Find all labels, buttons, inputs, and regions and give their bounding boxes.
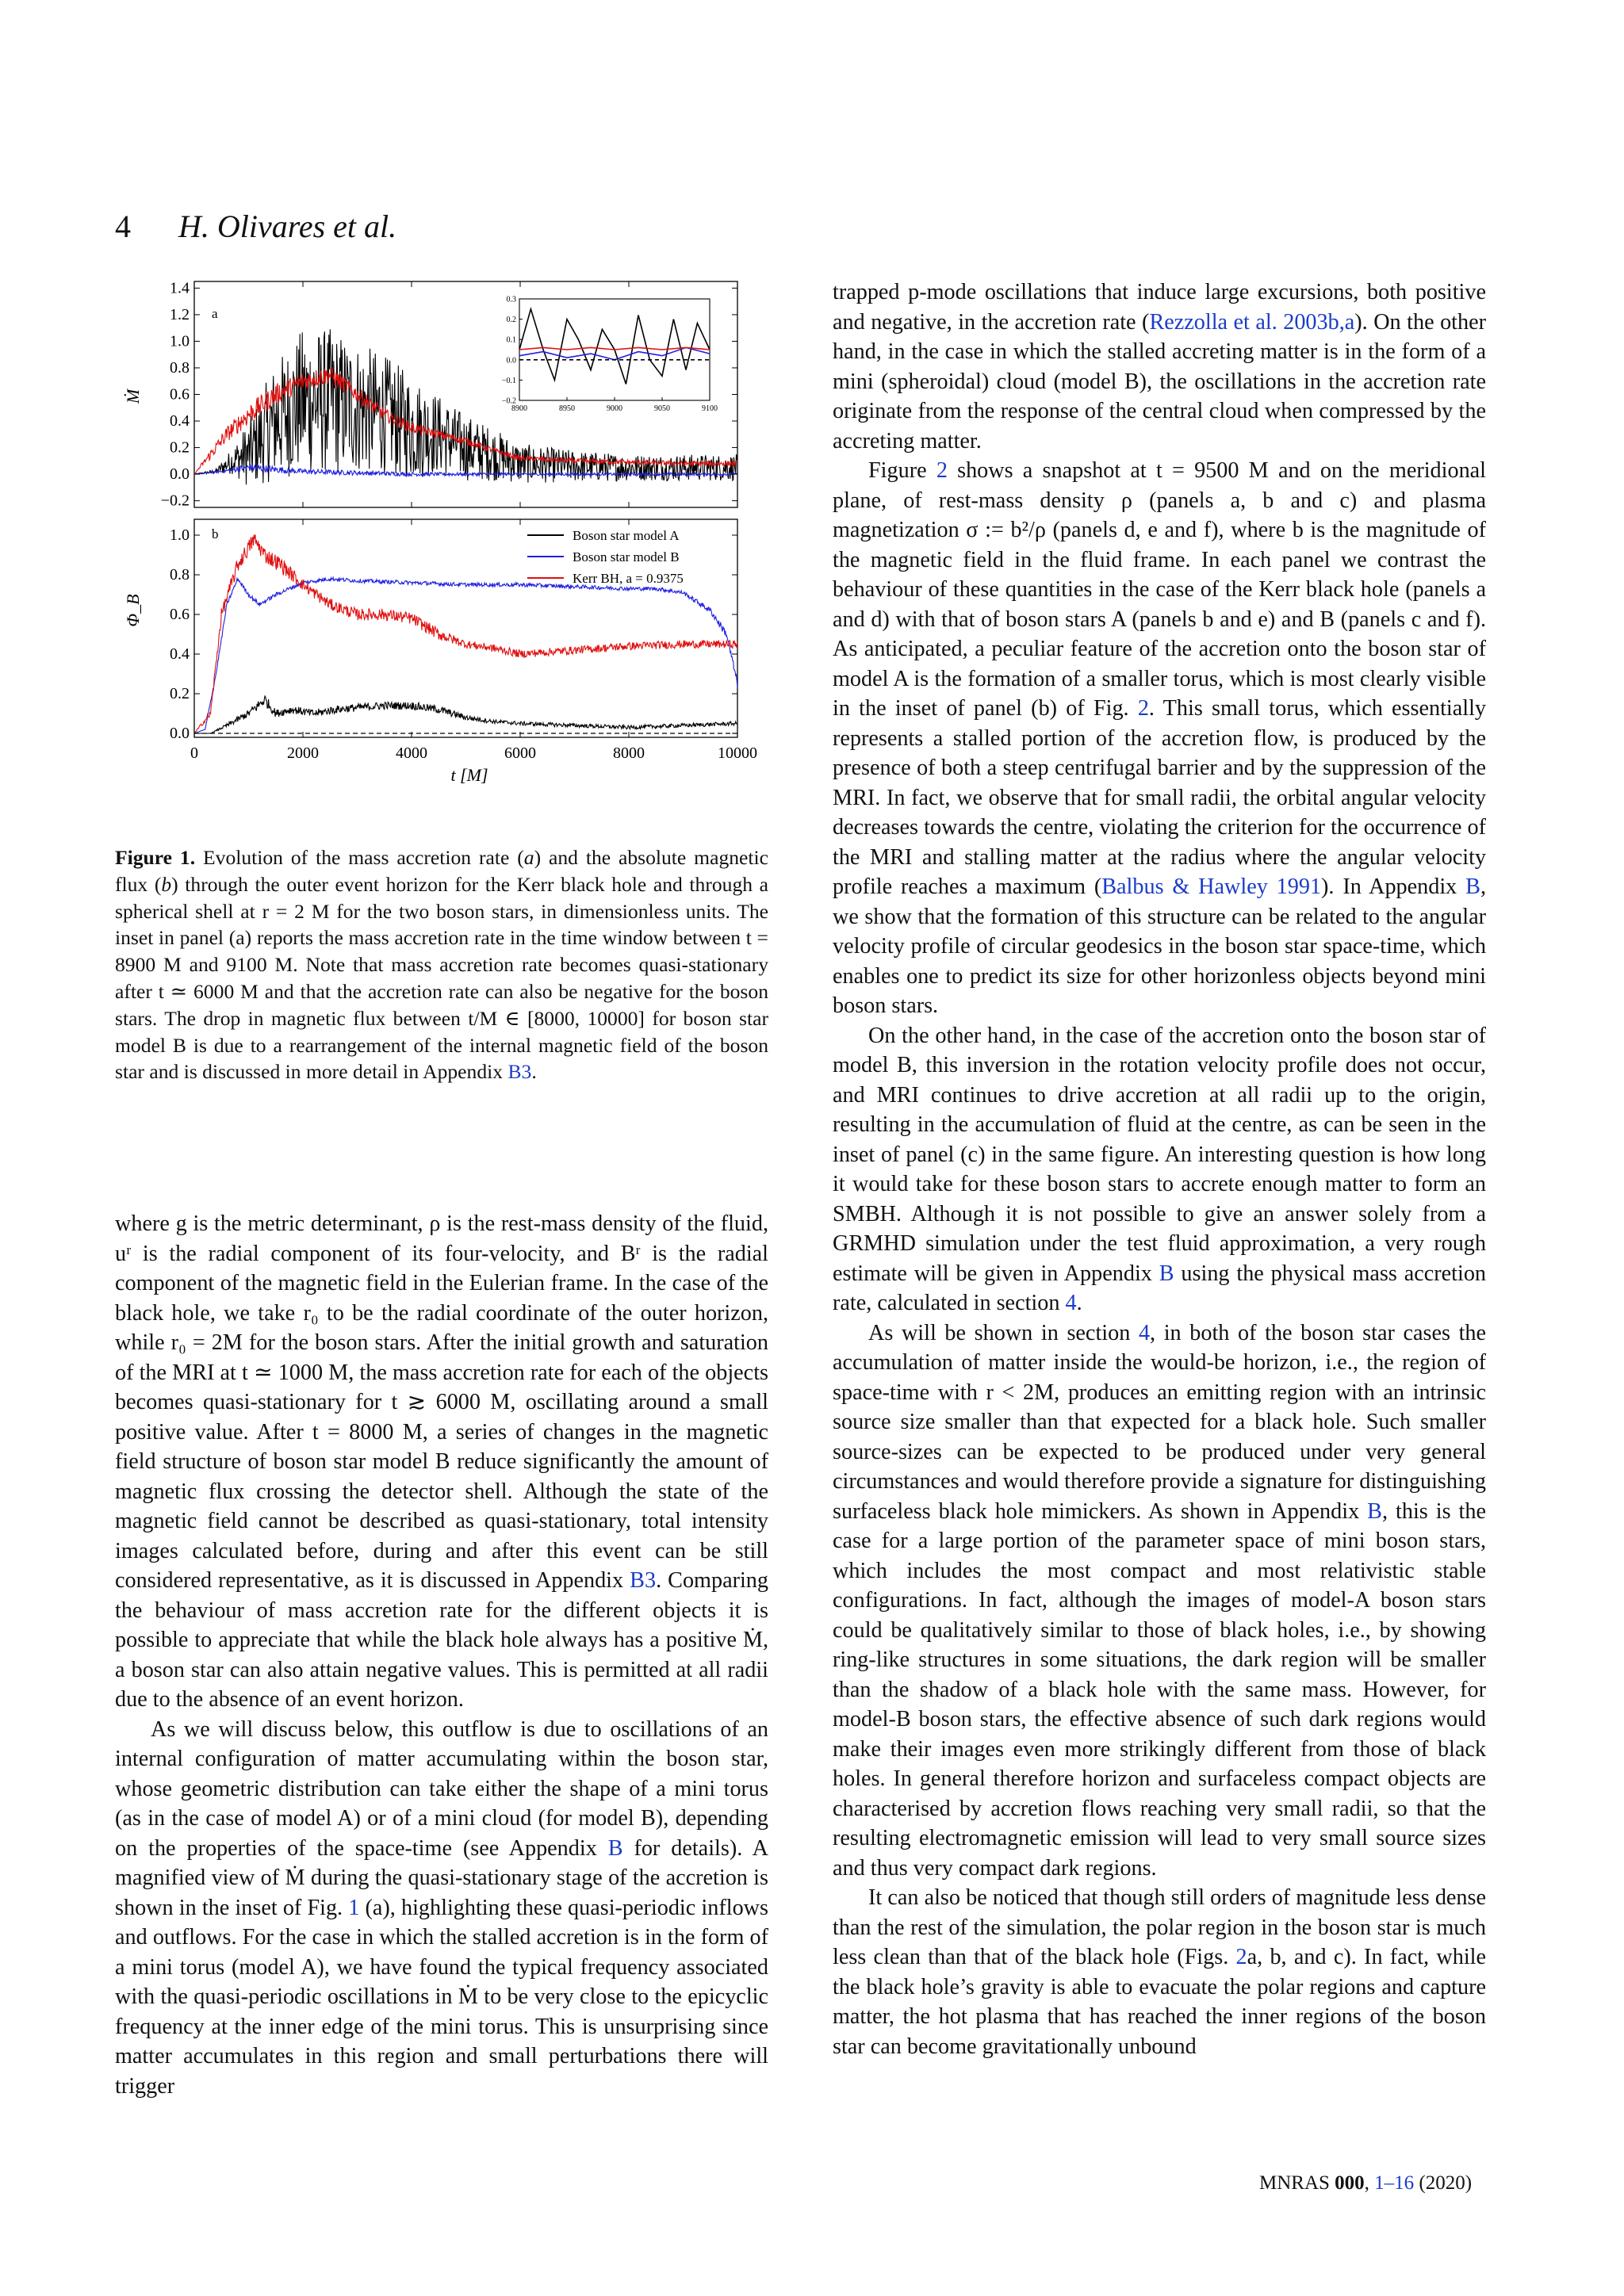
panel-a-y-tick-label: 1.0 <box>170 332 190 350</box>
appendix-link[interactable]: B <box>1465 874 1480 899</box>
legend-kerr: Kerr BH, a = 0.9375 <box>573 571 684 586</box>
inset-y-tick-label: −0.1 <box>501 376 516 385</box>
caption-text: . <box>531 1060 537 1084</box>
inset-y-tick-label: 0.0 <box>506 356 516 365</box>
panel-a-y-tick-label: 0.2 <box>170 438 190 457</box>
panel-b-x-tick-label: 0 <box>190 744 198 762</box>
panel-b-y-tick-label: 0.2 <box>170 685 190 702</box>
figure-link[interactable]: 2 <box>1137 696 1149 721</box>
inset-x-tick-label: 9050 <box>654 404 670 413</box>
appendix-link[interactable]: B <box>1159 1261 1174 1286</box>
panel-a-y-tick-label: 0.0 <box>170 465 190 484</box>
footer: MNRAS 000, 1–16 (2020) <box>1259 2172 1473 2194</box>
figure-link[interactable]: 2 <box>1235 1945 1247 1969</box>
paragraph: As we will discuss below, this outflow is due to oscillations of an internal configuration of matter accumulating within the boson star, whose geometric distribution can take either the shape of a mini torus (as in the case of model A) or of a mini cloud (for model B), depending on the properties of the space-time (see Appendix B for details). A magnified view of Ṁ during the quasi-stationary stage of the accretion is shown in the inset of Fig. 1 (a), highlighting these quasi-periodic inflows and outflows. For the case in which the stalled accretion is in the form of a mini torus (model A), we have found the typical frequency associated with the quasi-periodic oscillations in Ṁ to be very close to the epicyclic frequency at the inner edge of the mini torus. This is unsurprising since matter accumulates in this region and small perturbations there will trigger <box>115 1716 768 2099</box>
figure-caption <box>115 844 768 1085</box>
inset-y-tick-label: 0.2 <box>506 316 516 325</box>
panel-b-x-tick-label: 2000 <box>287 744 319 762</box>
inset-x-tick-label: 8900 <box>511 404 527 413</box>
series-line-boson-star-model-a <box>194 696 737 733</box>
panel-b-label: b <box>212 526 219 541</box>
paragraph: As will be shown in section 4, in both of the boson star cases the accumulation of matter inside the would-be horizon, i.e., the region of space-time with r < 2M, produces an emitting region with an intrinsic source size smaller than that expected for a black hole. Such smaller source-sizes can be expected to be produced under very general circumstances and would therefore provide a signature for distinguishing surfaceless black hole mimickers. As shown in Appendix B, this is the case for a large portion of the parameter space of mini boson stars, which includes the most compact and most relativistic stable configurations. In fact, although the images of model-A boson stars could be qualitatively similar to those of black holes, i.e., by showing ring-like structures in some situations, the dark region will be smaller than the shadow of a black hole with the same mass. However, for model-B boson stars, the effective absence of such dark regions would make their images even more strikingly different from those of black holes. In general therefore horizon and surfaceless compact objects are characterised by accretion flows reaching very small radii, so that the resulting electromagnetic emission will lead to very small source sizes and thus very compact dark regions. <box>833 1320 1487 1881</box>
panel-b-x-tick-label: 6000 <box>504 744 536 762</box>
y-axis-label-b: Φ_B <box>123 594 143 627</box>
legend-boson-b: Boson star model B <box>573 549 680 564</box>
inset-y-tick-label: 0.1 <box>506 335 516 345</box>
panel-a-y-tick-label: 1.4 <box>170 279 190 297</box>
panel-b-y-tick-label: 0.0 <box>170 725 190 742</box>
panel-a-y-tick-label: 0.4 <box>170 412 190 430</box>
panel-b-y-tick-label: 0.8 <box>170 566 190 584</box>
figure-1-plot <box>115 274 773 801</box>
appendix-link[interactable]: B3 <box>630 1568 657 1593</box>
caption-text: Evolution of the mass accretion rate ( <box>195 846 524 869</box>
inset-y-tick-label: 0.3 <box>506 295 516 304</box>
paragraph: On the other hand, in the case of the accretion onto the boson star of model B, this inversion in the rotation velocity profile does not occur, and MRI continues to drive accretion at all radii up to the origin, resulting in the accumulation of fluid at the centre, as can be seen in the inset of panel (c) in the same figure. An interesting question is how long it would take for these boson stars to accrete enough matter to form an SMBH. Although it is not possible to give an answer solely from a GRMHD simulation under the test fluid approximation, a very rough estimate will be given in Appendix B using the physical mass accretion rate, calculated in section 4. <box>833 1023 1487 1315</box>
panel-a-y-tick-label: −0.2 <box>160 492 190 510</box>
panel-a-y-tick-label: 1.2 <box>170 305 190 323</box>
section-link[interactable]: 4 <box>1065 1291 1077 1315</box>
caption-appendix-link[interactable]: B3 <box>508 1060 532 1084</box>
inset-x-tick-label: 8950 <box>559 404 575 413</box>
panel-b-y-tick-label: 0.4 <box>170 645 190 663</box>
panel-b-x-tick-label: 8000 <box>613 744 645 762</box>
panel-b-y-tick-label: 1.0 <box>170 526 190 544</box>
running-head: H. Olivares et al. <box>178 209 397 244</box>
legend <box>527 528 684 586</box>
right-column <box>833 277 1486 2061</box>
figure-link[interactable]: 1 <box>348 1895 360 1920</box>
page-range-link[interactable]: 1–16 <box>1374 2172 1415 2194</box>
panel-a-y-tick-label: 0.6 <box>170 385 190 404</box>
section-link[interactable]: 4 <box>1138 1320 1151 1345</box>
panel-b-x-tick-label: 4000 <box>396 744 427 762</box>
legend-boson-a: Boson star model A <box>573 528 680 543</box>
paragraph: Figure 2 shows a snapshot at t = 9500 M and on the meridional plane, of rest-mass density ρ (panels a, b and c) and plasma magnetization σ := b²/ρ (panels d, e and f), where b is the magnitude of the magnetic field in the fluid frame. In each panel we contrast the behaviour of these quantities in the case of the Kerr black hole (panels a and d) with that of boson stars A (panels b and e) and B (panels c and f). As anticipated, a peculiar feature of the accretion onto the boson star of model A is the formation of a smaller torus, which is most clearly visible in the inset of panel (b) of Fig. 2. This small torus, which essentially represents a stalled portion of the accretion flow, is produced by the presence of both a steep centrifugal barrier and by the suppression of the MRI. In fact, we observe that for small radii, the orbital angular velocity decreases towards the centre, violating the criterion for the occurrence of the MRI and stalling matter at the radius where the angular velocity profile reaches a maximum (Balbus & Hawley 1991). In Appendix B, we show that the formation of this structure can be related to the angular velocity profile of circular geodesics in the boson star space-time, which enables one to predict its size for other horizonless objects beyond mini boson stars. <box>833 458 1487 1018</box>
x-axis-label: t [M] <box>450 765 488 785</box>
caption-text: ) and the absolute magnetic flux ( <box>115 846 768 896</box>
citation-link[interactable]: Rezzolla et al. 2003b,a <box>1149 309 1355 335</box>
appendix-link[interactable]: B <box>1367 1498 1382 1524</box>
y-axis-label-a: Ṁ <box>123 388 143 404</box>
appendix-link[interactable]: B <box>607 1835 623 1861</box>
caption-text: ) through the outer event horizon for the Kerr black hole and through a spherical shell at r = 2 M for the two boson stars, in dimensionless units. The inset in panel (a) reports the mass accretion rate in the time window between t = 8900 M and 9100 M. Note that mass accretion rate becomes quasi-stationary after t ≃ 6000 M and that the accretion rate can also be negative for the boson stars. The drop in magnetic flux between t/M ∈ [8000, 10000] for boson star model B is due to a rearrangement of the internal magnetic field of the boson star and is discussed in more detail in Appendix <box>115 872 768 1084</box>
figure-1 <box>115 274 773 801</box>
paragraph: It can also be noticed that though still orders of magnitude less dense than the rest of the simulation, the polar region in the boson star is much less clean than that of the black hole (Figs. 2a, b, and c). In fact, while the black hole’s gravity is able to evacuate the polar regions and capture matter, the hot plasma that has reached the inner regions of the boson star can become gravitationally unbound <box>833 1885 1486 2059</box>
inset-x-tick-label: 9100 <box>702 404 718 413</box>
panel-a-y-tick-label: 0.8 <box>170 358 190 377</box>
caption-label: Figure 1. <box>115 846 196 869</box>
paragraph: trapped p-mode oscillations that induce large excursions, both positive and negative, in the accretion rate (Rezzolla et al. 2003b,a). On the other hand, in the case in which the stalled accreting matter is in the form of a mini (spheroidal) cloud (model B), the oscillations in the accretion rate originate from the response of the central cloud when compressed by the accreting matter. <box>833 280 1486 453</box>
inset-y-tick-label: −0.2 <box>501 396 516 406</box>
citation-link[interactable]: Balbus & Hawley 1991 <box>1101 874 1322 899</box>
caption-panel-a: a <box>523 846 534 869</box>
paragraph: where g is the metric determinant, ρ is the rest-mass density of the fluid, uʳ is the radial component of its four-velocity, and Bʳ is the radial component of the magnetic field in the Eulerian frame. In the case of the black hole, we take r₀ to be the radial coordinate of the outer horizon, while r₀ = 2M for the boson stars. After the initial growth and saturation of the MRI at t ≃ 1000 M, the mass accretion rate for each of the objects becomes quasi-stationary for t ≳ 6000 M, oscillating around a small positive value. After t = 8000 M, a series of changes in the magnetic field structure of boson star model B reduce significantly the amount of magnetic flux crossing the detector shell. Although the state of the magnetic field cannot be described as quasi-stationary, total intensity images calculated before, during and after this event can be still considered representative, as it is discussed in Appendix B3. Comparing the behaviour of mass accretion rate for the different objects it is possible to appreciate that while the black hole always has a positive Ṁ, a boson star can also attain negative values. This is permitted at all radii due to the absence of an event horizon. <box>115 1211 768 1712</box>
caption-panel-b: b <box>161 872 172 896</box>
panel-b-y-tick-label: 0.6 <box>170 606 190 623</box>
series-line-boson-star-model-b <box>194 577 737 733</box>
figure-link[interactable]: 2 <box>936 458 948 483</box>
page-number: 4 <box>115 209 131 244</box>
inset-x-tick-label: 9000 <box>607 404 622 413</box>
panel-b-x-tick-label: 10000 <box>718 744 757 762</box>
panel-a-label: a <box>212 306 218 321</box>
left-column <box>115 1209 768 2101</box>
